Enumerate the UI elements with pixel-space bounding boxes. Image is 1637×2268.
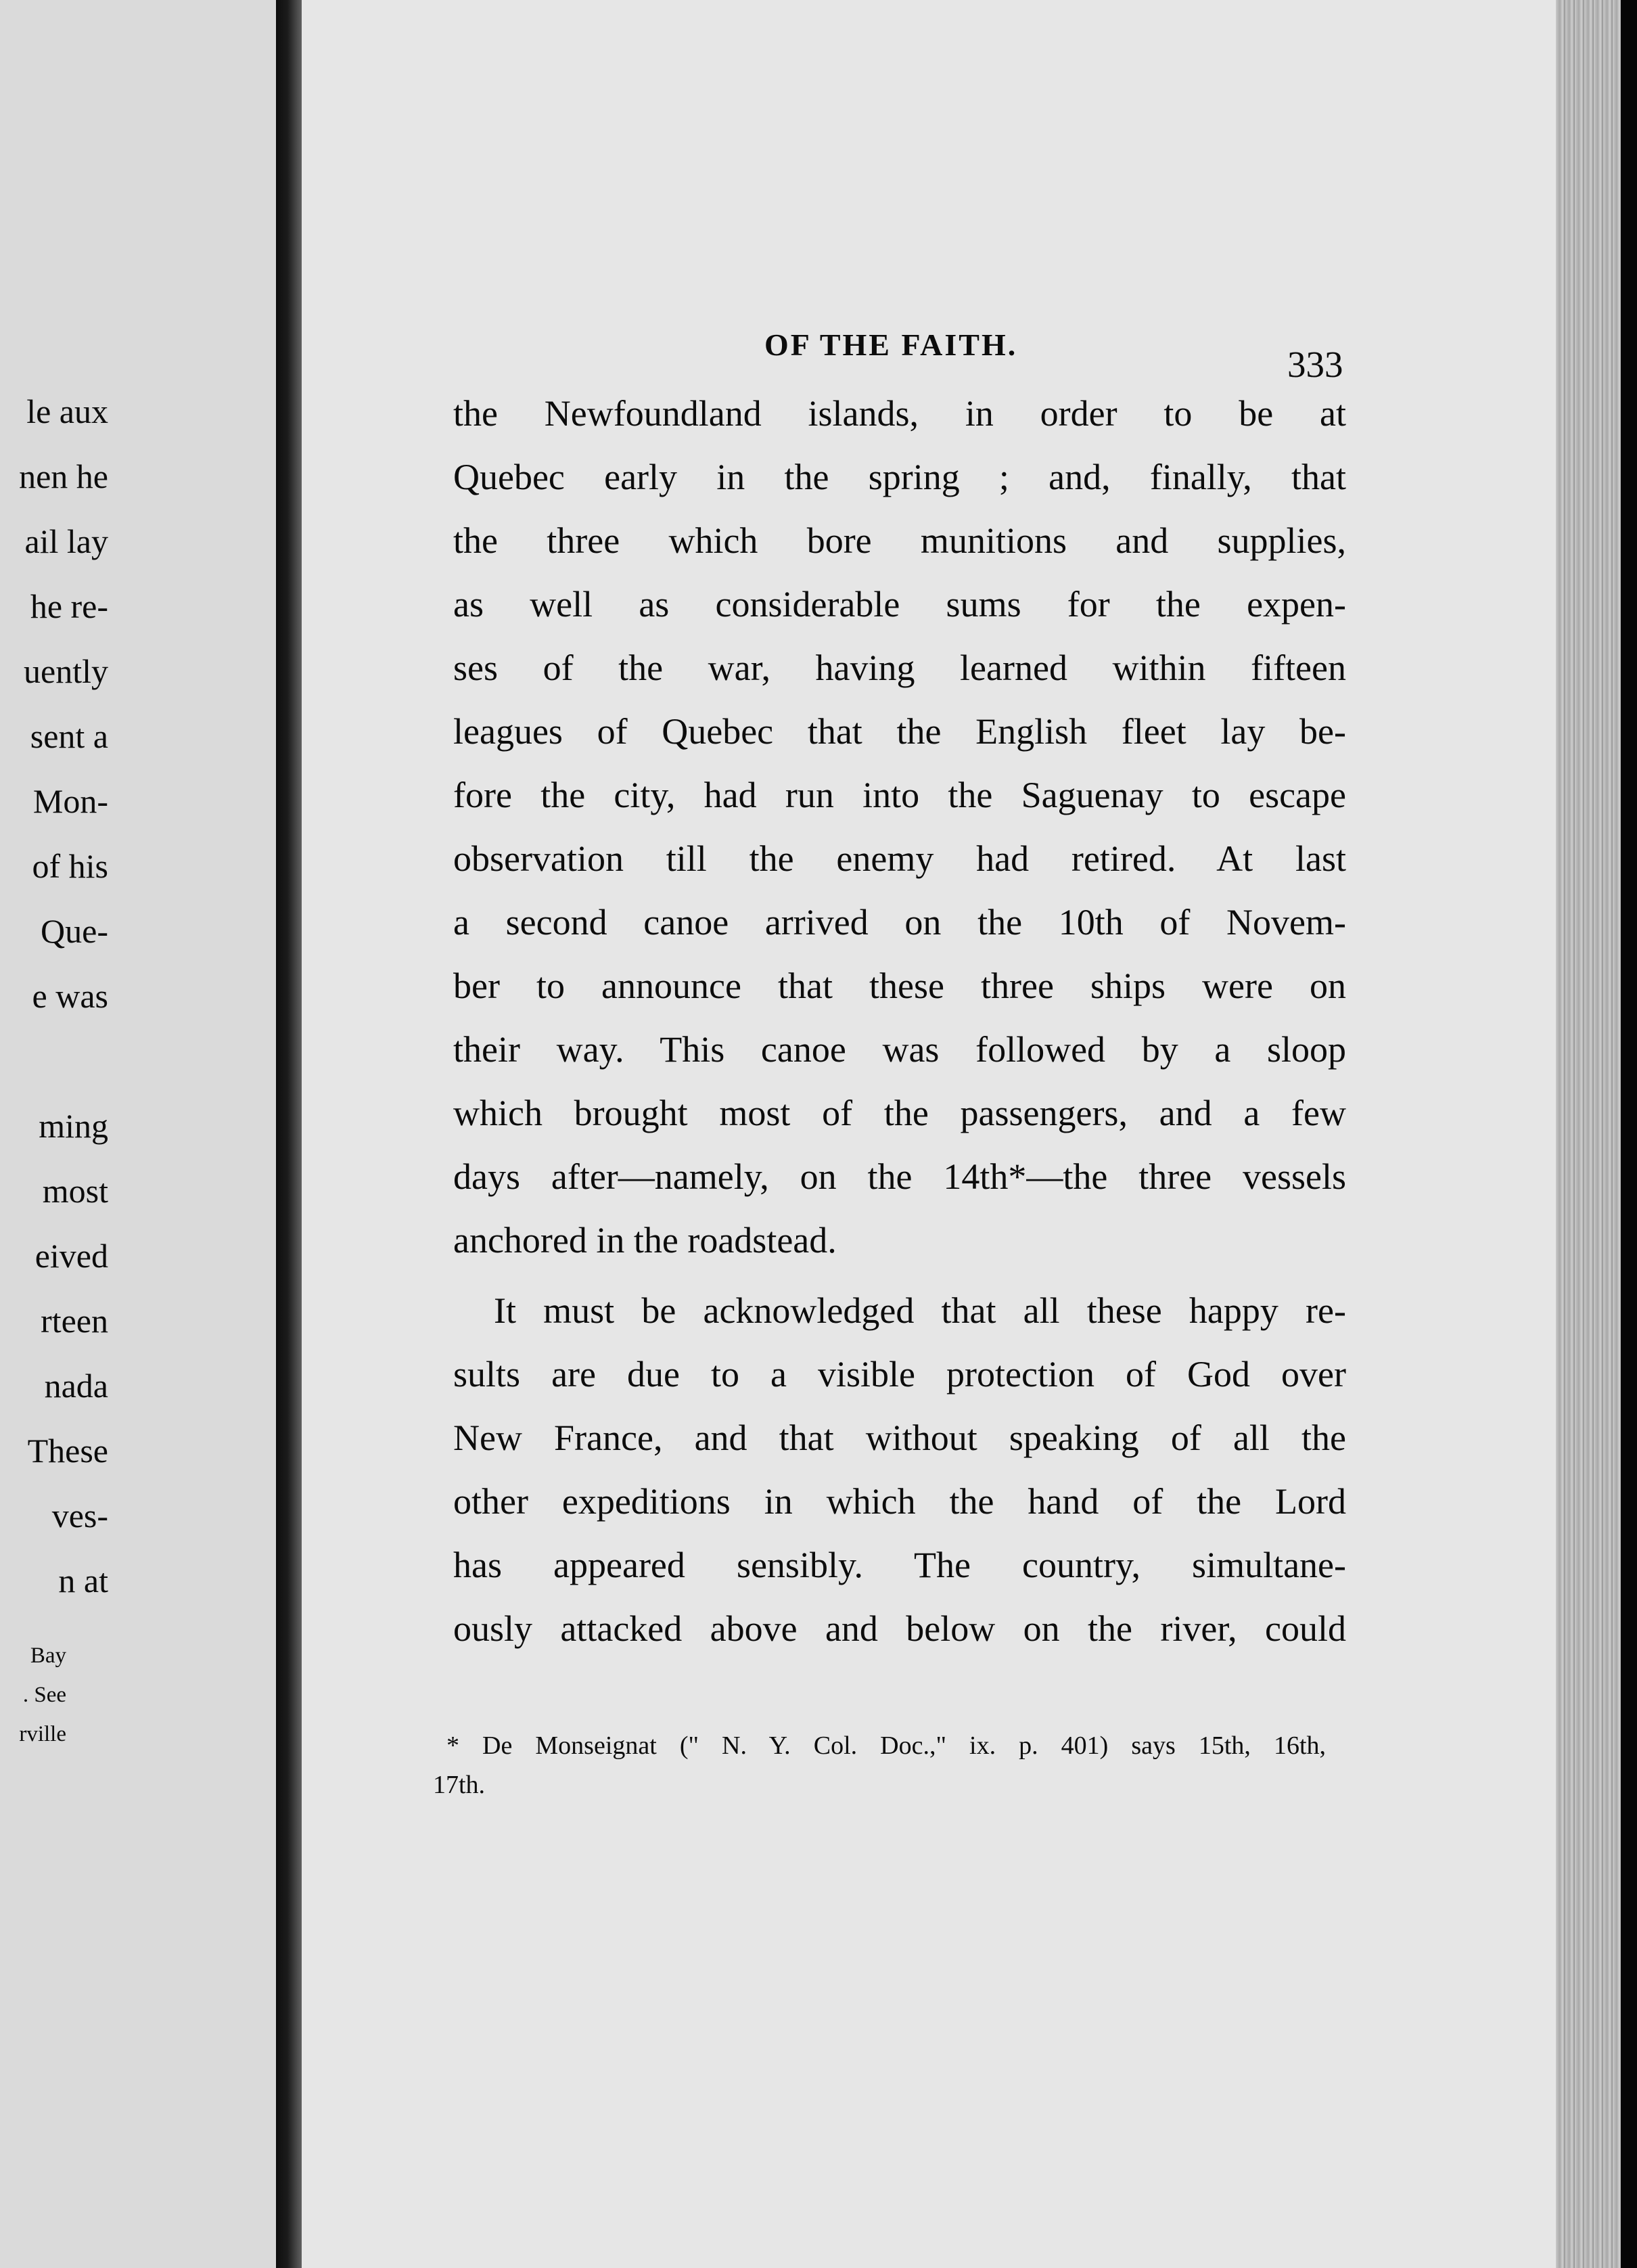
left-line: nada xyxy=(44,1367,108,1405)
text-line: the Newfoundland islands, in order to be at xyxy=(453,393,1346,434)
left-line xyxy=(0,1028,108,1093)
text-line: a second canoe arrived on the 10th of Novem- xyxy=(453,902,1346,943)
text-line: the three which bore munitions and supplies, xyxy=(453,520,1346,561)
left-line: le aux xyxy=(26,392,108,430)
text-line: as well as considerable sums for the expen- xyxy=(453,584,1346,625)
left-line: ves- xyxy=(51,1497,108,1535)
left-line: ming xyxy=(39,1107,108,1145)
text-line: their way. This canoe was followed by a sloop xyxy=(453,1029,1346,1070)
footnote-line: * De Monseignat (" N. Y. Col. Doc.," ix. p. 401) says 15th, 16th, xyxy=(446,1731,1326,1760)
left-line: most xyxy=(42,1172,108,1210)
left-line: he re- xyxy=(30,587,108,625)
left-footnote-line: . See xyxy=(22,1683,66,1707)
text-line: ses of the war, having learned within fifteen xyxy=(453,648,1346,688)
left-line: ail lay xyxy=(24,522,108,560)
left-page-footnote xyxy=(0,1636,66,1754)
left-line: Mon- xyxy=(32,782,108,820)
left-line: sent a xyxy=(30,717,108,755)
left-page-fragment xyxy=(0,0,277,2268)
text-line: days after—namely, on the 14th*—the three vessels xyxy=(453,1156,1346,1197)
text-line: fore the city, had run into the Saguenay to escape xyxy=(453,775,1346,815)
text-line: ously attacked above and below on the river, could xyxy=(453,1608,1346,1649)
left-line: eived xyxy=(34,1237,108,1275)
text-line: other expeditions in which the hand of the Lord xyxy=(453,1481,1346,1522)
left-line: uently xyxy=(24,652,108,690)
scan-border xyxy=(1621,0,1637,2268)
left-page-text xyxy=(0,379,108,1613)
left-line: Que- xyxy=(41,912,108,950)
page-stack-edge xyxy=(1556,0,1621,2268)
left-line: n at xyxy=(58,1562,108,1600)
footnote xyxy=(433,1731,1326,1809)
text-line: It must be acknowledged that all these happy re- xyxy=(494,1290,1346,1331)
text-line: New France, and that without speaking of all the xyxy=(453,1418,1346,1458)
text-line: ber to announce that these three ships were on xyxy=(453,966,1346,1006)
left-footnote-line: Bay xyxy=(30,1643,66,1668)
text-line: sults are due to a visible protection of God over xyxy=(453,1354,1346,1394)
left-line: rteen xyxy=(41,1302,108,1340)
page-number: 333 xyxy=(1287,344,1343,385)
left-footnote-line: rville xyxy=(19,1722,66,1746)
text-line: anchored in the roadstead. xyxy=(453,1220,837,1261)
left-line: nen he xyxy=(19,457,108,495)
text-line: Quebec early in the spring ; and, finally, that xyxy=(453,457,1346,497)
text-line: has appeared sensibly. The country, simultane- xyxy=(453,1545,1346,1585)
left-line: e was xyxy=(32,977,108,1015)
text-line: which brought most of the passengers, and a few xyxy=(453,1093,1346,1133)
running-head: OF THE FAITH. xyxy=(764,327,1018,362)
left-line: These xyxy=(27,1432,108,1470)
text-line: observation till the enemy had retired. At last xyxy=(453,838,1346,879)
book-gutter-shadow xyxy=(276,0,304,2268)
text-line: leagues of Quebec that the English fleet lay be- xyxy=(453,711,1346,752)
footnote-line: 17th. xyxy=(433,1771,486,1799)
left-line: of his xyxy=(32,847,108,885)
